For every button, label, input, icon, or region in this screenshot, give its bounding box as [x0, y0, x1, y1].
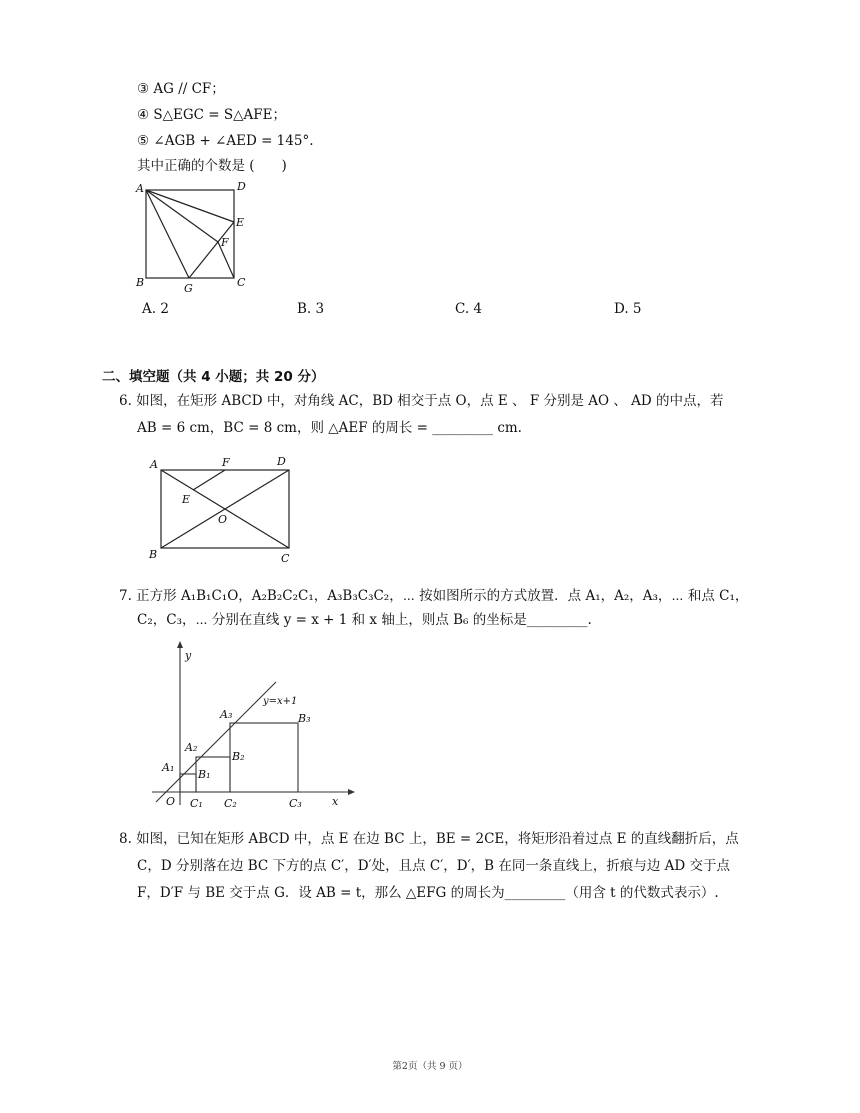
q5-item-4: ④ S△EGC = S△AFE；: [137, 107, 286, 123]
q5-option-a: A. 2: [142, 301, 169, 317]
q7-label-b2: B₂: [232, 750, 245, 763]
q7-label-c3: C₃: [289, 797, 302, 810]
page-footer: 第2页（共 9 页）: [392, 1061, 468, 1072]
q7-line-2: C₂，C₃，⋯ 分别在直线 y = x + 1 和 x 轴上，则点 B₆ 的坐标是_________.: [137, 612, 592, 628]
q7-label-a1: A₁: [162, 761, 175, 774]
q7-squares-figure: [148, 640, 363, 815]
q7-label-b1: B₁: [198, 768, 211, 781]
q6-rectangle-figure: [146, 452, 306, 567]
q6-line-1: 6. 如图，在矩形 ABCD 中，对角线 AC，BD 相交于点 O，点 E 、 F 分别是 AO 、 AD 的中点，若: [119, 393, 724, 409]
q6-label-f: F: [222, 456, 230, 469]
q8-line-3: F，D′F 与 BE 交于点 G．设 AB = t，那么 △EFG 的周长为_________（用含 t 的代数式表示）.: [137, 885, 719, 901]
q5-item-3: ③ AG // CF；: [137, 81, 225, 97]
q7-label-b3: B₃: [298, 712, 311, 725]
q5-item-5: ⑤ ∠AGB + ∠AED = 145°.: [137, 133, 314, 149]
section-title: 二、填空题（共 4 小题；共 20 分）: [102, 369, 325, 385]
q5-label-e: E: [236, 216, 245, 229]
q6-label-b: B: [149, 548, 158, 561]
q7-label-a3: A₃: [220, 708, 233, 721]
q8-line-1: 8. 如图，已知在矩形 ABCD 中，点 E 在边 BC 上，BE = 2CE，将矩形沿着过点 E 的直线翻折后，点: [119, 831, 739, 847]
q7-label-c2: C₂: [224, 797, 237, 810]
q5-label-a: A: [136, 182, 144, 195]
q7-label-a2: A₂: [185, 741, 198, 754]
q7-label-c1: C₁: [190, 797, 203, 810]
q6-label-c: C: [281, 552, 290, 565]
q5-label-f: F: [221, 236, 229, 249]
q5-option-d: D. 5: [614, 301, 642, 317]
q6-line-2: AB = 6 cm，BC = 8 cm，则 △AEF 的周长 = _________ cm.: [137, 420, 522, 436]
q5-label-b: B: [136, 276, 145, 289]
q5-question: 其中正确的个数是 ( ): [137, 158, 287, 174]
q8-line-2: C，D 分别落在边 BC 下方的点 C′，D′处，且点 C′，D′，B 在同一条直线上，折痕与边 AD 交于点: [137, 858, 731, 874]
q7-line-1: 7. 正方形 A₁B₁C₁O，A₂B₂C₂C₁，A₃B₃C₃C₂，⋯ 按如图所示的方式放置．点 A₁，A₂，A₃，⋯ 和点 C₁，: [119, 588, 749, 604]
q7-label-o: O: [166, 795, 176, 808]
q6-label-d: D: [277, 455, 286, 468]
q5-option-b: B. 3: [297, 301, 325, 317]
q6-label-a: A: [150, 458, 158, 471]
q7-label-x: x: [332, 795, 339, 808]
q5-option-c: C. 4: [455, 301, 483, 317]
q7-label-y: y: [185, 649, 192, 662]
q7-label-line: y=x+1: [263, 696, 298, 707]
q5-square-figure: [134, 180, 264, 295]
q5-label-d: D: [237, 180, 246, 193]
q6-label-e: E: [182, 493, 191, 506]
q6-label-o: O: [218, 513, 228, 526]
q5-label-g: G: [184, 282, 193, 295]
q5-label-c: C: [237, 276, 246, 289]
